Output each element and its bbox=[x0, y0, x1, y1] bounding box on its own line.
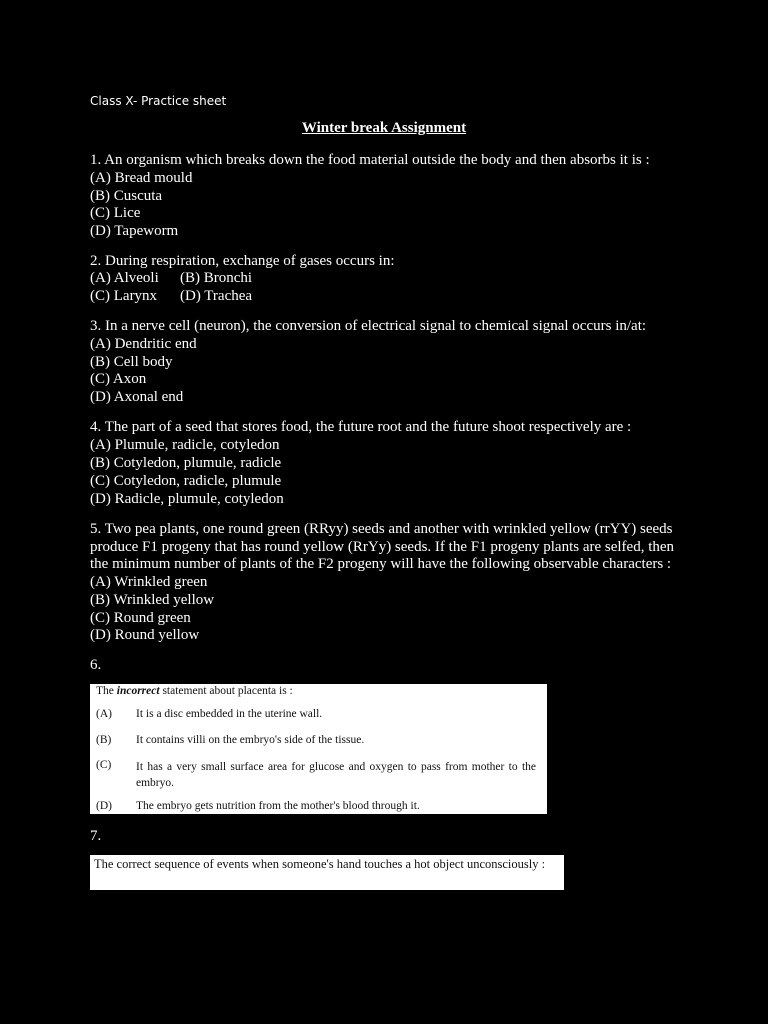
q4-option-a: (A) Plumule, radicle, cotyledon bbox=[90, 437, 280, 453]
q5-option-c: (C) Round green bbox=[90, 610, 191, 626]
q4-option-d: (D) Radicle, plumule, cotyledon bbox=[90, 491, 284, 507]
q1-option-b: (B) Cuscuta bbox=[90, 188, 163, 204]
q4-stem: 4. The part of a seed that stores food, the future root and the future shoot respectively are : bbox=[90, 419, 632, 435]
q7-question-image bbox=[90, 855, 564, 890]
q5-stem-line-2: produce F1 progeny that has round yellow (RrYy) seeds. If the F1 progeny plants are selfed, then bbox=[90, 539, 675, 555]
q6-stem-post: statement about placenta is : bbox=[159, 685, 293, 697]
q2-option-c: (C) Larynx bbox=[90, 288, 158, 304]
q5-stem-line-1: 5. Two pea plants, one round green (RRyy) seeds and another with wrinkled yellow (rrYY) seeds bbox=[90, 521, 673, 537]
q3-option-b: (B) Cell body bbox=[90, 354, 173, 370]
q2-stem: 2. During respiration, exchange of gases occurs in: bbox=[90, 253, 395, 269]
q3-stem: 3. In a nerve cell (neuron), the conversion of electrical signal to chemical signal occurs in/at: bbox=[90, 318, 647, 334]
q1-stem: 1. An organism which breaks down the food material outside the body and then absorbs it is : bbox=[90, 152, 650, 168]
q3-option-d: (D) Axonal end bbox=[90, 389, 184, 405]
q6-stem-emphasis: incorrect bbox=[116, 685, 160, 697]
q6-option-a-text: It is a disc embedded in the uterine wall. bbox=[136, 708, 323, 720]
q2-option-d: (D) Trachea bbox=[180, 288, 253, 304]
q2-options-row-1 bbox=[90, 270, 252, 288]
q7-number: 7. bbox=[90, 828, 102, 844]
q1-option-c: (C) Lice bbox=[90, 205, 141, 221]
q6-option-c-label: (C) bbox=[96, 759, 112, 771]
q5-stem-line-3: the minimum number of plants of the F2 progeny will have the following observable characters : bbox=[90, 556, 672, 572]
q6-option-b-text: It contains villi on the embryo's side of the tissue. bbox=[136, 734, 365, 746]
q2-option-b: (B) Bronchi bbox=[180, 270, 253, 286]
q6-stem-pre: The bbox=[96, 685, 117, 697]
q6-option-d-label: (D) bbox=[96, 800, 112, 812]
q6-option-c-text: It has a very small surface area for glucose and oxygen to pass from mother to the embryo. bbox=[136, 761, 536, 789]
q2-options-row-2 bbox=[90, 288, 252, 306]
q7-stem: The correct sequence of events when someone's hand touches a hot object unconsciously : bbox=[94, 857, 546, 871]
q6-number: 6. bbox=[90, 657, 102, 673]
assignment-title: Winter break Assignment bbox=[301, 120, 467, 136]
q3-option-a: (A) Dendritic end bbox=[90, 336, 197, 352]
q6-stem bbox=[96, 685, 293, 697]
q6-option-d-text: The embryo gets nutrition from the mother's blood through it. bbox=[136, 800, 420, 812]
q6-question-image bbox=[90, 684, 547, 814]
q4-option-c: (C) Cotyledon, radicle, plumule bbox=[90, 473, 282, 489]
sheet-header: Class X- Practice sheet bbox=[90, 94, 227, 108]
q4-option-b: (B) Cotyledon, plumule, radicle bbox=[90, 455, 282, 471]
q1-option-d: (D) Tapeworm bbox=[90, 223, 179, 239]
q1-option-a: (A) Bread mould bbox=[90, 170, 193, 186]
q5-option-a: (A) Wrinkled green bbox=[90, 574, 208, 590]
q6-option-b-label: (B) bbox=[96, 734, 112, 746]
q2-option-a: (A) Alveoli bbox=[90, 270, 159, 286]
q5-option-d: (D) Round yellow bbox=[90, 627, 200, 643]
q3-option-c: (C) Axon bbox=[90, 371, 147, 387]
q6-option-a-label: (A) bbox=[96, 708, 112, 720]
q5-option-b: (B) Wrinkled yellow bbox=[90, 592, 215, 608]
